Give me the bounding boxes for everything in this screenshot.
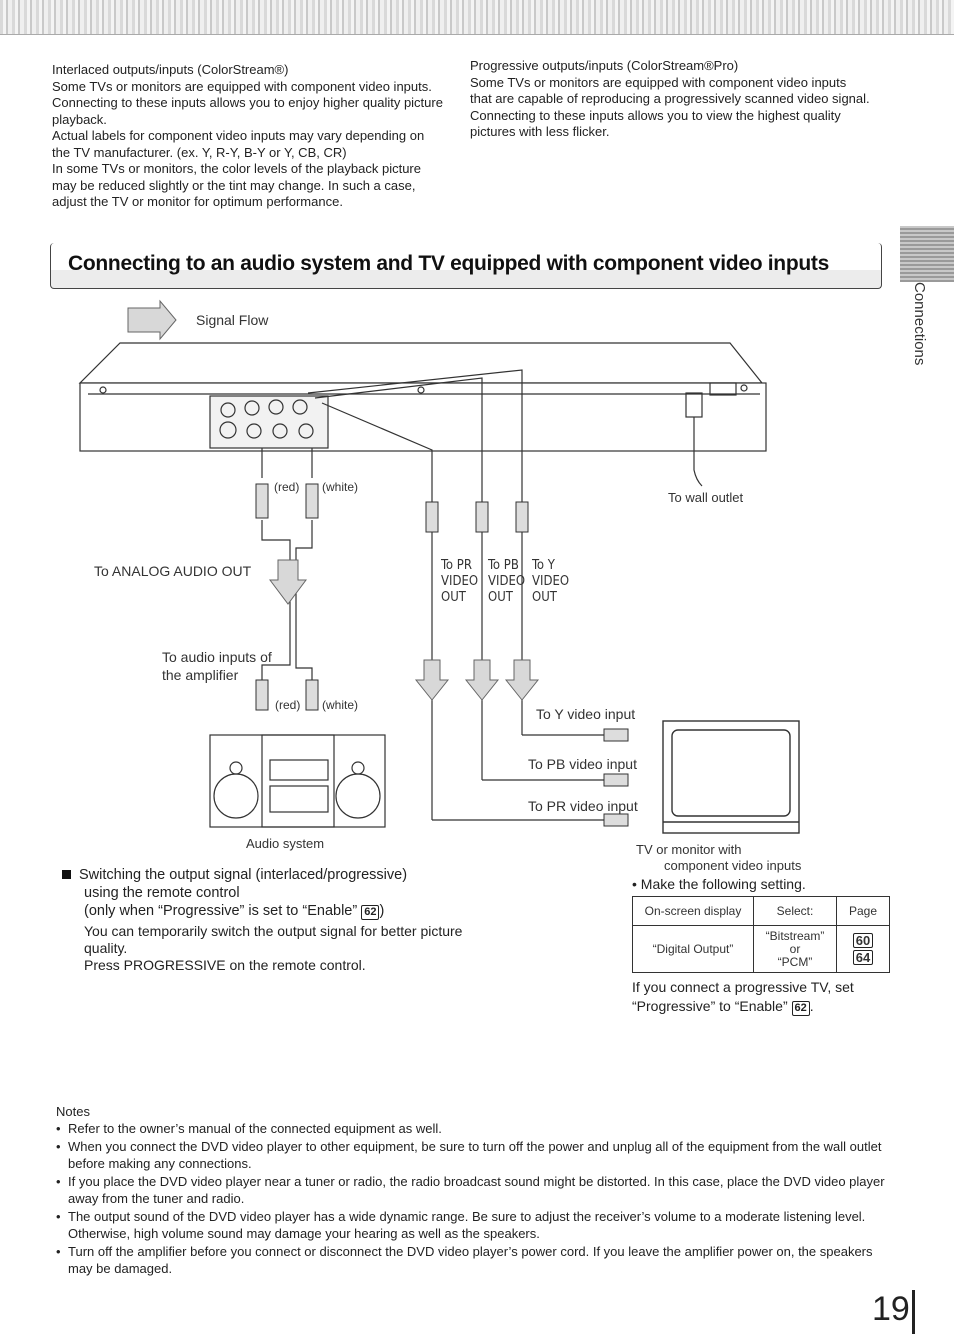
white-label-bottom: (white) [322, 698, 359, 712]
setting-table-wrap [632, 896, 890, 973]
to-pr-video-out-label: To PR VIDEO OUT [441, 558, 479, 605]
header-select: Select: [754, 897, 837, 926]
video-signal-arrow-icons [416, 660, 538, 700]
to-pb-video-out-label: To PB VIDEO OUT [488, 558, 526, 605]
audio-system-label: Audio system [246, 836, 325, 851]
to-audio-inputs-label: To audio inputs of the amplifier [162, 649, 272, 683]
audio-system-illustration [210, 735, 385, 827]
cell-digital-output: “Digital Output” [633, 926, 754, 973]
interlaced-text-2: Actual labels for component video inputs may vary depending on the TV manufacturer. (ex. Y, R-Y, B-Y or Y, CB, CR) [52, 128, 425, 160]
dvd-player-rear-panel [80, 343, 766, 451]
note-item: • Turn off the amplifier before you connect or disconnect the DVD video player’s power cord. If you leave the amplifier power on, the speakers may be damaged. [56, 1243, 886, 1277]
signal-flow-label: Signal Flow [196, 312, 269, 328]
red-label-bottom: (red) [275, 698, 301, 712]
interlaced-heading: Interlaced outputs/inputs (ColorStream®) [52, 62, 289, 77]
header-band [0, 0, 954, 35]
to-pr-video-input-label: To PR video input [528, 798, 638, 814]
setting-instruction: • Make the following setting. [632, 876, 806, 892]
section-title: Connecting to an audio system and TV equipped with component video inputs [68, 252, 829, 275]
progressive-heading: Progressive outputs/inputs (ColorStream®Pro) [470, 58, 739, 73]
setting-table [632, 896, 890, 973]
bullet-square-icon [62, 870, 71, 879]
cell-select-values: “Bitstream” or “PCM” [754, 926, 837, 973]
switching-body: You can temporarily switch the output signal for better picture quality. Press PROGRESSIVE on the remote control. [84, 923, 463, 973]
to-y-video-out-label: To Y VIDEO OUT [532, 558, 570, 605]
to-analog-audio-out-label: To ANALOG AUDIO OUT [94, 563, 252, 579]
progressive-note: If you connect a progressive TV, set “Progressive” to “Enable” 62 . [632, 979, 854, 1014]
header-page: Page [837, 897, 890, 926]
note-item: • The output sound of the DVD video player has a wide dynamic range. Be sure to adjust the receiver’s volume to a moderate listening level. Otherwise, high volume sound may damage your hearing as well as the speakers. [56, 1208, 886, 1242]
note-item: • Refer to the owner’s manual of the connected equipment as well. [56, 1120, 886, 1137]
tv-monitor-label: TV or monitor with component video inputs [636, 842, 802, 873]
to-wall-outlet-label: To wall outlet [668, 490, 744, 505]
notes-section [56, 1103, 886, 1278]
header-on-screen-display: On-screen display [633, 897, 754, 926]
side-tab-label: Connections [911, 282, 928, 366]
notes-list [56, 1120, 886, 1277]
page-ref-badge: 62 [792, 1001, 810, 1016]
page-ref-badge: 62 [361, 905, 379, 920]
tv-illustration [663, 721, 799, 833]
interlaced-text-3: In some TVs or monitors, the color levels of the playback picture may be reduced slightly or the tint may change. In such a case, adjust the TV or monitor for optimum performance. [52, 161, 421, 209]
audio-signal-arrow-icon [270, 560, 306, 604]
interlaced-text-1: Some TVs or monitors are equipped with component video inputs. Connecting to these inputs allows you to enjoy higher quality picture playback. [52, 78, 443, 127]
signal-flow-arrow-icon [128, 301, 176, 339]
intro-right-column [470, 58, 870, 141]
note-item: • If you place the DVD video player near a tuner or radio, the radio broadcast sound might be distorted. In this case, place the DVD video player away from the tuner and radio. [56, 1173, 886, 1207]
note-item: • When you connect the DVD video player to other equipment, be sure to turn off the power and unplug all of the equipment from the wall outlet before making any connections. [56, 1138, 886, 1172]
to-y-video-input-label: To Y video input [536, 706, 636, 722]
page-number-bar [912, 1290, 915, 1334]
intro-left-column [52, 62, 444, 211]
side-tab-marker [900, 226, 954, 282]
notes-title: Notes [56, 1104, 90, 1119]
page-number: 19 [872, 1290, 910, 1328]
to-pb-video-input-label: To PB video input [528, 756, 637, 772]
switching-heading: Switching the output signal (interlaced/progressive) using the remote control (only when “Progressive” is set to “Enable” 62 ) [62, 866, 482, 920]
white-label-top: (white) [322, 480, 359, 494]
progressive-text: Some TVs or monitors are equipped with component video inputs that are capable of reproducing a progressively scanned video signal. Connecting to these inputs allows you to view the highest quality pictures with less flicker. [470, 74, 870, 139]
cell-page-refs: 60 64 [837, 926, 890, 973]
red-label-top: (red) [274, 480, 300, 494]
